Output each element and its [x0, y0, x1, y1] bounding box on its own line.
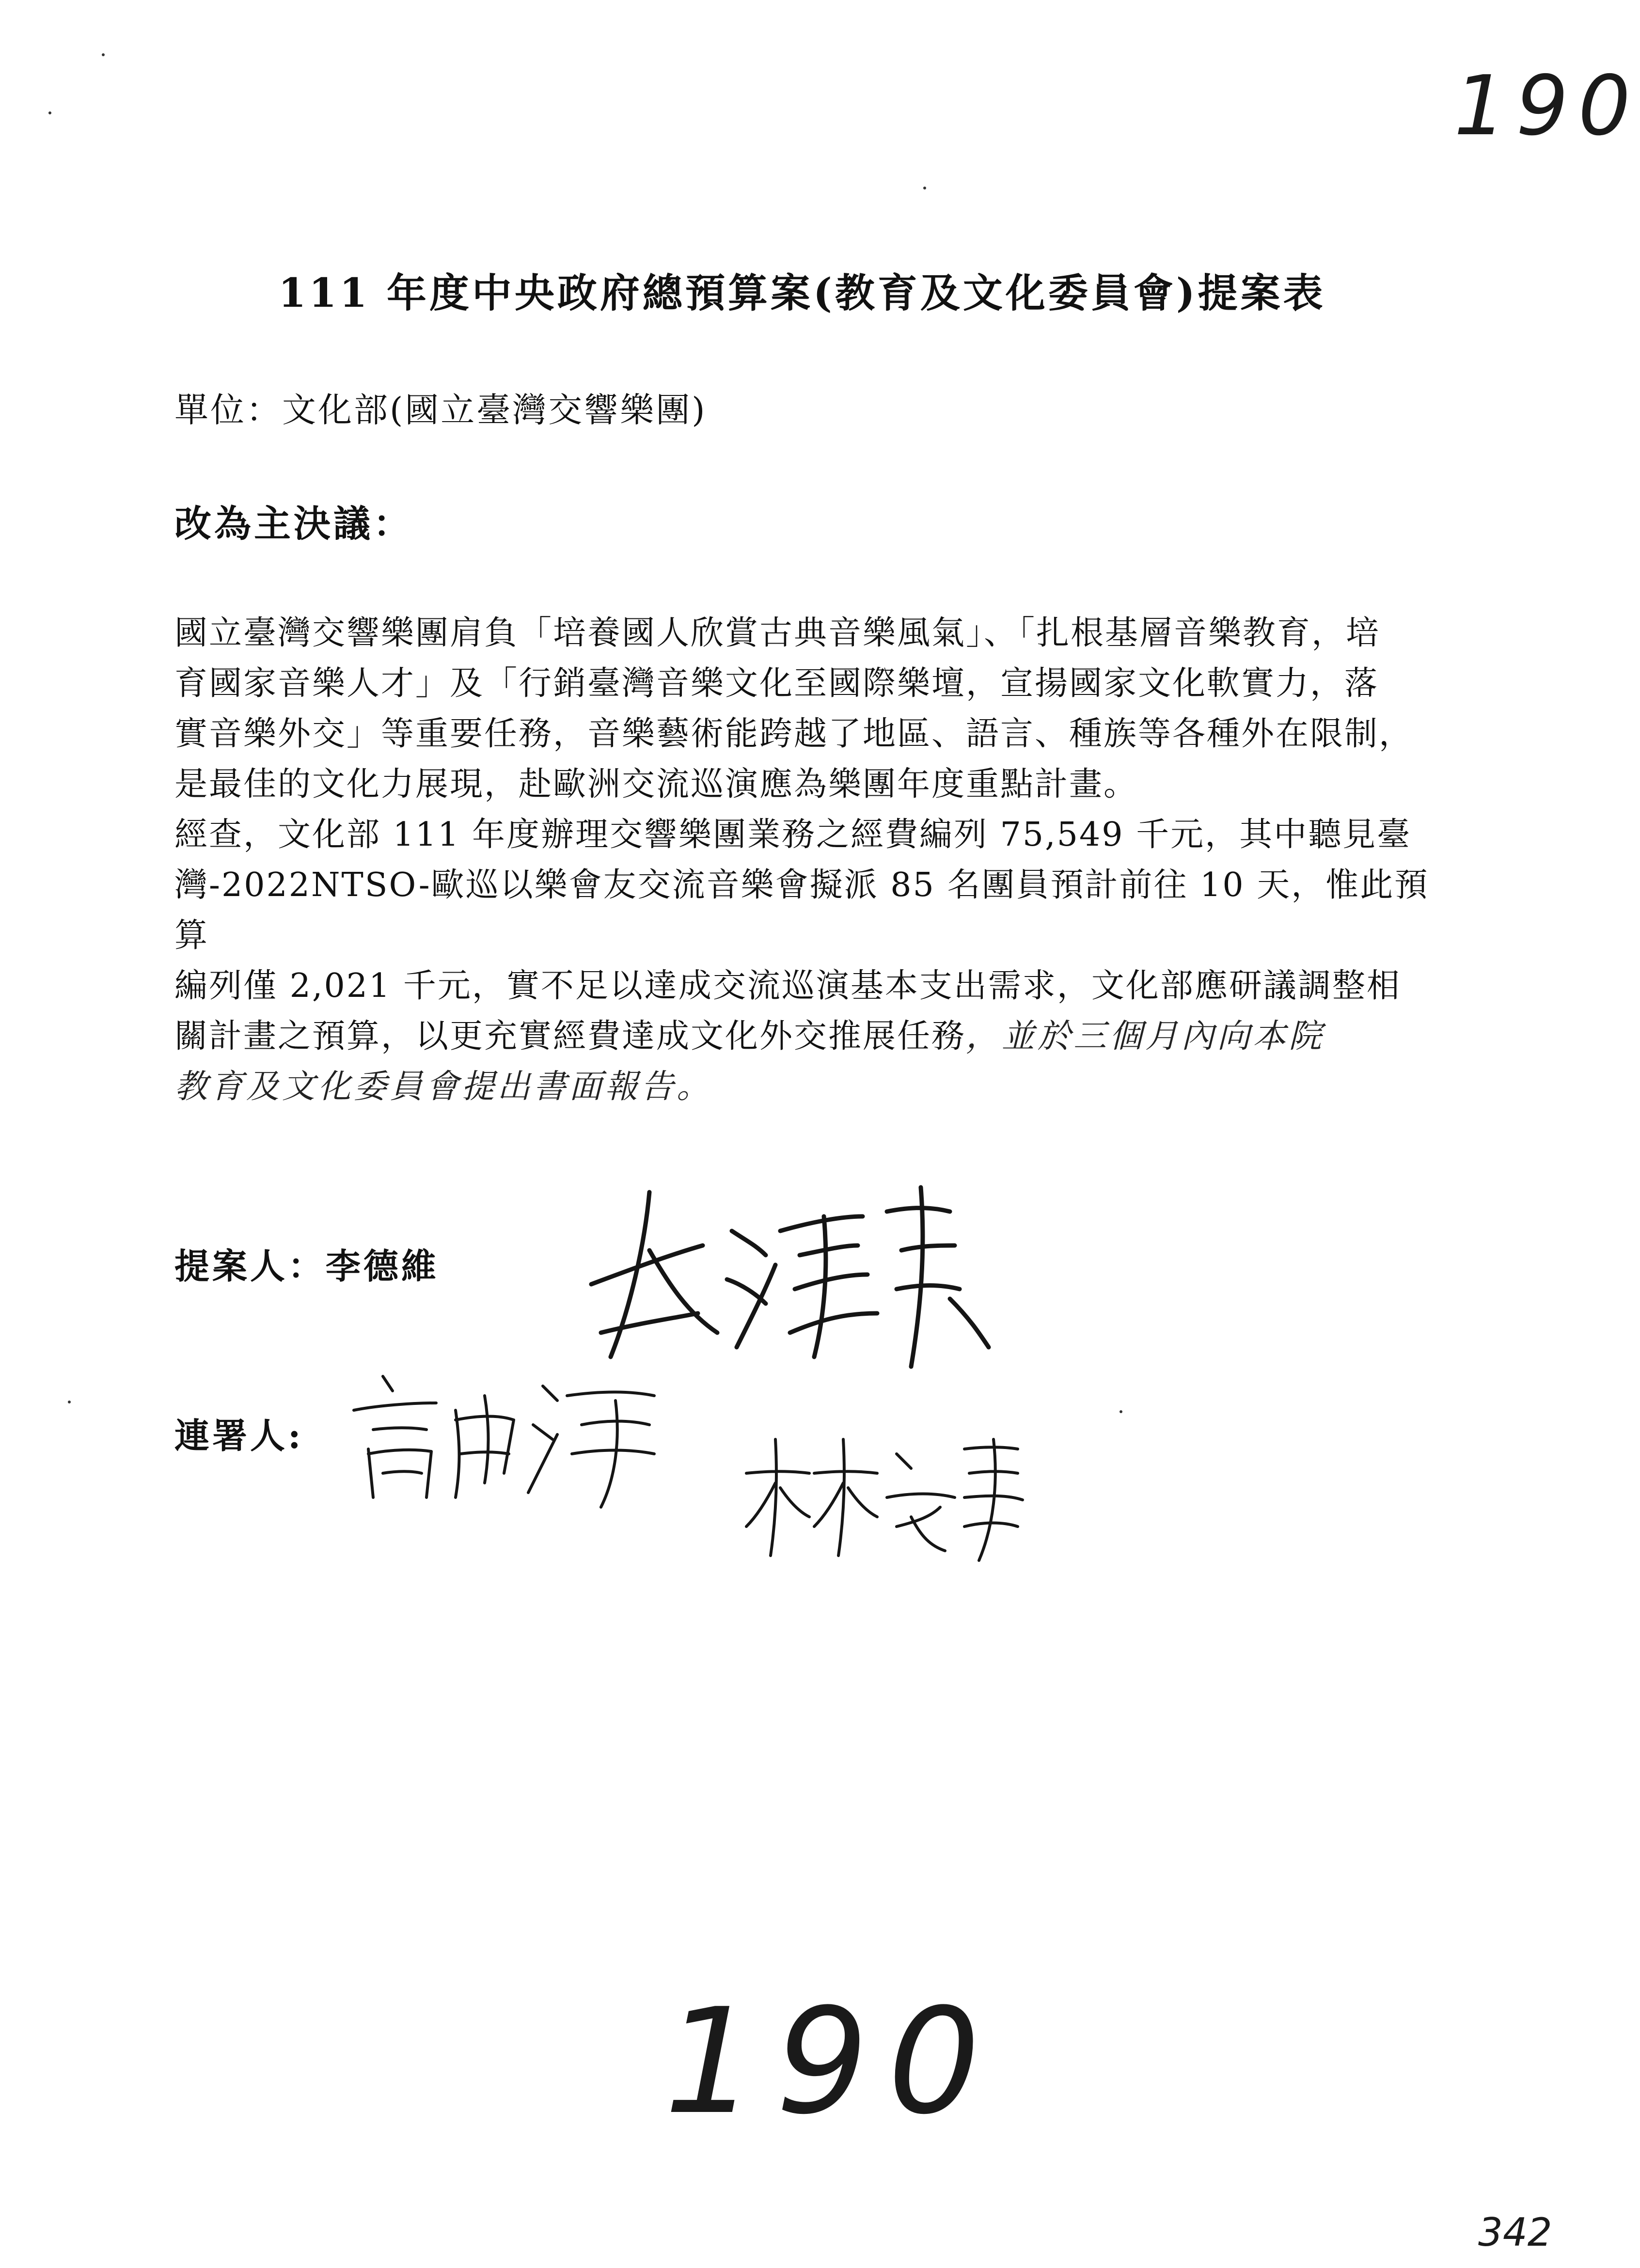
handwritten-addition: 教育及文化委員會提出書面報告。 [174, 1068, 713, 1106]
resolution-heading: 改為主決議： [174, 502, 413, 545]
sheet-number: 342 [1478, 2210, 1552, 2255]
document-title: 111 年度中央政府總預算案(教育及文化委員會)提案表 [278, 270, 1326, 316]
body-line: 編列僅 2,021 千元，實不足以達成交流巡演基本支出需求，文化部應研議調整相 [174, 967, 1401, 1005]
scan-speck [923, 187, 926, 189]
proposal-body [174, 608, 1454, 1112]
scan-speck [1120, 1410, 1122, 1413]
proposer-signature [572, 1173, 998, 1381]
body-line: 經查，文化部 111 年度辦理交響樂團業務之經費編列 75,549 千元，其中聽見臺 [174, 816, 1412, 854]
cosigner-signature [737, 1420, 1027, 1565]
body-line: 育國家音樂人才」及「行銷臺灣音樂文化至國際樂壇，宣揚國家文化軟實力，落 [174, 664, 1379, 703]
scan-speck [48, 111, 51, 114]
cosigner-label: 連署人: [174, 1415, 304, 1456]
page-number-top: 190 [1454, 58, 1640, 154]
body-line: 灣-2022NTSO-歐巡以樂會友交流音樂會擬派 85 名團員預計前往 10 天，惟此預算 [174, 866, 1429, 955]
body-line: 是最佳的文化力展現，赴歐洲交流巡演應為樂團年度重點計畫。 [174, 765, 1138, 803]
body-line: 國立臺灣交響樂團肩負「培養國人欣賞古典音樂風氣」、「扎根基層音樂教育，培 [174, 614, 1381, 652]
body-line: 實音樂外交」等重要任務，音樂藝術能跨越了地區、語言、種族等各種外在限制， [174, 715, 1414, 753]
page-number-bottom: 190 [664, 1977, 1000, 2146]
body-line-last [174, 1011, 1454, 1062]
unit-line: 單位：文化部(國立臺灣交響樂團) [174, 390, 707, 430]
scan-speck [102, 53, 105, 56]
scan-speck [68, 1401, 71, 1403]
cosigner-signature [339, 1357, 669, 1517]
body-line-text: 關計畫之預算，以更充實經費達成文化外交推展任務 [174, 1017, 966, 1055]
handwritten-addition: ，並於三個月內向本院 [966, 1017, 1325, 1055]
proposer-label: 提案人：李德維 [174, 1245, 440, 1287]
